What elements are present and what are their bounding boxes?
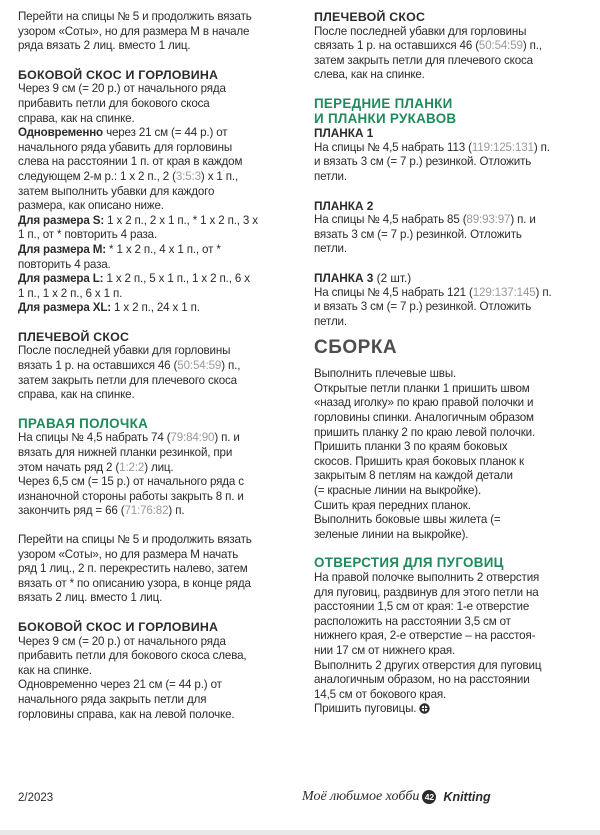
text-line	[314, 213, 590, 228]
magazine-section: Knitting	[443, 790, 491, 804]
text-line	[18, 504, 298, 519]
text-line: 14,5 см от бокового края.	[314, 687, 447, 701]
size-s-label: Для размера S:	[18, 213, 105, 227]
band-1-title: ПЛАНКА 1	[314, 126, 374, 141]
size-l-label: Для размера L:	[18, 272, 104, 286]
size-s-line	[18, 214, 298, 229]
text-line	[314, 39, 590, 54]
text-line: затем закрыть петли для плечевого скоса	[18, 373, 237, 387]
section-heading-button-holes: ОТВЕРСТИЯ ДЛЯ ПУГОВИЦ	[314, 555, 504, 571]
size-m-label: Для размера M:	[18, 242, 106, 256]
intro-line: узором «Соты», но для размера M в начале	[18, 24, 250, 38]
text-line: расположить на расстоянии 3,5 см от	[314, 614, 511, 628]
text-line: пришить планку 2 по краю левой полочки.	[314, 425, 536, 439]
size-values: 89:93:97	[466, 213, 511, 227]
text-line: петли.	[314, 242, 347, 256]
text-span: через 21 см (= 44 р.) от	[103, 126, 228, 140]
text-span: ) п. и	[510, 213, 536, 227]
section-heading-side-bevel-2: БОКОВОЙ СКОС И ГОРЛОВИНА	[18, 619, 219, 634]
text-line: затем закрыть петли для плечевого скоса	[314, 53, 533, 67]
text-line: для пуговиц, раздвинув для этого петли на	[314, 585, 539, 599]
text-line: скосов. Пришить края боковых планок к	[314, 454, 524, 468]
section-heading-side-bevel: БОКОВОЙ СКОС И ГОРЛОВИНА	[18, 67, 219, 82]
text-line: аналогичным образом, но на расстоянии	[314, 673, 530, 687]
text-line: и вязать 3 см (= 7 р.) резинкой. Отложить	[314, 300, 532, 314]
bold-term: Одновременно	[18, 126, 103, 140]
text-line	[314, 286, 590, 301]
text-line: нижнего края, 2-е отверстие – на расстоя-	[314, 629, 536, 643]
text-line	[18, 461, 298, 476]
text-line: 1 п., 1 x 2 п., 6 x 1 п.	[18, 286, 123, 300]
size-values: 79:84:90	[170, 431, 215, 445]
text-line: размера, как описано ниже.	[18, 199, 164, 213]
text-line: Сшить края передних планок.	[314, 498, 471, 512]
text-line: слева, как на спинке.	[314, 68, 425, 82]
button-end-icon	[419, 703, 430, 719]
text-line: Одновременно через 21 см (= 44 р.) от	[18, 678, 222, 692]
text-line: справа, как на спинке.	[18, 388, 135, 402]
text-line: вязать для нижней планки резинкой, при	[18, 446, 233, 460]
text-line: Через 9 см (= 20 р.) от начального ряда	[18, 82, 226, 96]
text-span: ) п.,	[221, 359, 241, 373]
text-span: вязать 1 р. на оставшихся 46 (	[18, 359, 178, 373]
text-line	[18, 170, 298, 185]
text-line: прибавить петли для бокового скоса	[18, 96, 210, 110]
page-edge	[0, 830, 600, 835]
section-heading-shoulder: ПЛЕЧЕВОЙ СКОС	[18, 329, 130, 344]
band-2-title: ПЛАНКА 2	[314, 198, 374, 213]
text-line: начального ряда убавить для горловины	[18, 140, 233, 154]
text-line: После последней убавки для горловины	[18, 344, 231, 358]
text-span: На спицы № 4,5 набрать 113 (	[314, 140, 472, 154]
magazine-footer	[302, 789, 491, 805]
text-line: После последней убавки для горловины	[314, 24, 527, 38]
size-values: 119:125:131	[471, 140, 534, 154]
text-line: вязать 3 см (= 7 р.) резинкой. Отложить	[314, 227, 522, 241]
magazine-name: Моё любимое хобби	[302, 789, 420, 804]
text-line	[314, 141, 590, 156]
text-line: Через 6,5 см (= 15 р.) от начального ряда с	[18, 475, 244, 489]
size-values: 50:54:59	[177, 359, 222, 373]
text-line: Пришить планки 3 по краям боковых	[314, 440, 508, 454]
text-span: 1 x 2 п., 2 x 1 п., * 1 x 2 п., 3 x	[104, 213, 258, 227]
size-values: 71:76:82	[124, 504, 169, 518]
left-column	[18, 10, 298, 722]
text-span: 1 x 2 п., 24 x 1 п.	[110, 301, 200, 315]
text-line: На правой полочке выполнить 2 отверстия	[314, 571, 540, 584]
text-span: следующем 2-м р.: 1 x 2 п., 2 (	[18, 169, 176, 183]
text-line: повторить 4 раза.	[18, 257, 111, 271]
text-line: Открытые петли планки 1 пришить швом	[314, 381, 530, 395]
band-3-title	[314, 271, 590, 286]
text-line: горловины справа, как на левой полочке.	[18, 707, 235, 721]
text-line: зеленые линии на выкройке).	[314, 527, 469, 541]
section-heading-shoulder: ПЛЕЧЕВОЙ СКОС	[314, 10, 426, 24]
section-heading-bands: ПЕРЕДНИЕ ПЛАНКИ	[314, 95, 453, 111]
section-heading-right-front: ПРАВАЯ ПОЛОЧКА	[18, 415, 149, 431]
issue-number: 2/2023	[18, 792, 54, 804]
size-xl-label: Для размера XL:	[18, 301, 111, 315]
text-span: ) лиц.	[144, 460, 174, 474]
text-line	[314, 702, 590, 719]
text-line: Через 9 см (= 20 р.) от начального ряда	[18, 634, 226, 648]
text-line: Выполнить плечевые швы.	[314, 367, 457, 381]
text-line: затем выполнить убавки для каждого	[18, 184, 215, 198]
page-number: 42	[422, 790, 436, 804]
text-line: петли.	[314, 169, 347, 183]
size-xl-line	[18, 301, 298, 316]
text-span: На спицы № 4,5 набрать 85 (	[314, 213, 467, 227]
text-span: этом начать ряд 2 (	[18, 460, 120, 474]
section-heading-assembly: СБОРКА	[314, 337, 398, 359]
text-line: «назад иголку» по краю правой полочки и	[314, 396, 534, 410]
text-line: как на спинке.	[18, 663, 92, 677]
text-span: На спицы № 4,5 набрать 121 (	[314, 285, 473, 299]
text-line: Выполнить 2 других отверстия для пуговиц	[314, 658, 542, 672]
size-values: 1:2:2	[119, 460, 145, 474]
text-line: горловины спинки. Аналогичным образом	[314, 411, 534, 425]
text-span: Пришить пуговицы.	[314, 702, 417, 716]
text-line: вязать от * по описанию узора, в конце ряда	[18, 576, 251, 590]
size-values: 50:54:59	[478, 39, 523, 53]
intro-line: Перейти на спицы № 5 и продолжить вязать	[18, 10, 252, 23]
intro-line: ряда вязать 2 лиц. вместо 1 лиц.	[18, 39, 191, 53]
size-l-line	[18, 272, 298, 287]
text-span: закончить ряд = 66 (	[18, 504, 125, 518]
text-line: узором «Соты», но для размера M начать	[18, 547, 239, 561]
text-line	[18, 126, 298, 141]
size-values: 3:5:3	[175, 169, 201, 183]
text-line: (= красные линии на выкройке).	[314, 484, 482, 498]
text-line: вязать 2 лиц. вместо 1 лиц.	[18, 591, 163, 605]
text-line: 1 п., от * повторить 4 раза.	[18, 228, 158, 242]
text-span: ) п.,	[522, 39, 542, 53]
text-span: 1 x 2 п., 5 x 1 п., 1 x 2 п., 6 x	[103, 272, 250, 286]
text-span: * 1 x 2 п., 4 x 1 п., от *	[105, 242, 221, 256]
text-span: На спицы № 4,5 набрать 74 (	[18, 431, 171, 445]
text-line: Выполнить боковые швы жилета (=	[314, 513, 501, 527]
text-line: справа, как на спинке.	[18, 111, 135, 125]
text-line: петли.	[314, 314, 347, 328]
text-line: ряд 1 лиц., 2 п. перекрестить налево, затем	[18, 562, 248, 576]
text-span: ) x 1 п.,	[200, 169, 239, 183]
text-line: прибавить петли для бокового скоса слева,	[18, 649, 247, 663]
text-line: нии 17 см от нижнего края.	[314, 643, 456, 657]
text-span: ) п.	[535, 285, 552, 299]
text-line	[18, 359, 298, 374]
text-line: и вязать 3 см (= 7 р.) резинкой. Отложить	[314, 155, 532, 169]
text-span: ) п.	[168, 504, 185, 518]
size-values: 129:137:145	[472, 285, 536, 299]
right-column	[314, 10, 590, 719]
text-span: ) п.	[533, 140, 550, 154]
text-line: слева на расстоянии 1 п. от края в каждом	[18, 155, 243, 169]
text-line: Перейти на спицы № 5 и продолжить вязать	[18, 533, 252, 546]
text-line	[18, 431, 298, 446]
text-line: изнаночной стороны работы закрыть 8 п. и	[18, 489, 244, 503]
text-span: ПЛАНКА 3	[314, 270, 374, 285]
text-span: ) п. и	[214, 431, 240, 445]
text-span: связать 1 р. на оставшихся 46 (	[314, 39, 479, 53]
text-line: начального ряда закрыть петли для	[18, 692, 207, 706]
size-m-line	[18, 243, 298, 258]
section-heading-bands: И ПЛАНКИ РУКАВОВ	[314, 110, 457, 126]
text-line: расстоянии 1,5 см от края: 1-е отверстие	[314, 600, 530, 614]
band-3-note: (2 шт.)	[373, 270, 412, 285]
text-line: закрытым 8 петлям на каждой детали	[314, 469, 513, 483]
